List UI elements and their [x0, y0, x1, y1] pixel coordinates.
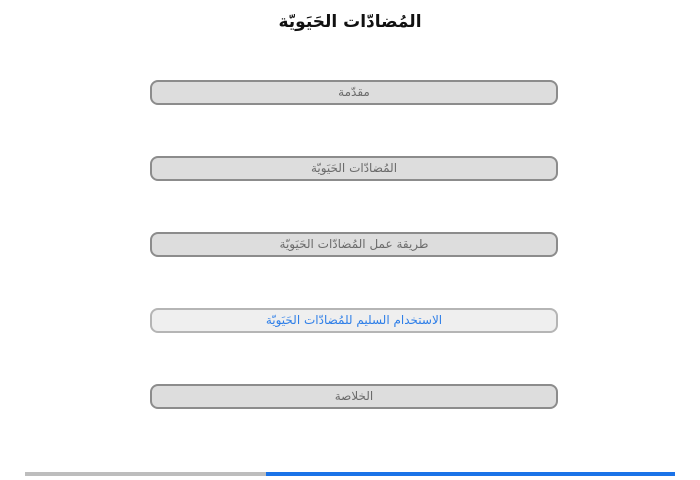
- menu-button-summary[interactable]: الخلاصة: [150, 384, 558, 409]
- menu-button-proper-use[interactable]: الاستخدام السليم للمُضادّات الحَيَويّة: [150, 308, 558, 333]
- page-title: المُضادّات الحَيَويّة: [278, 12, 422, 32]
- progress-bar: [25, 472, 675, 476]
- menu-button-introduction[interactable]: مقدّمة: [150, 80, 558, 105]
- menu-button-how-antibiotics-work[interactable]: طريقة عمل المُضادّات الحَيَويّة: [150, 232, 558, 257]
- menu-button-antibiotics[interactable]: المُضادّات الحَيَويّة: [150, 156, 558, 181]
- progress-bar-fill: [266, 472, 676, 476]
